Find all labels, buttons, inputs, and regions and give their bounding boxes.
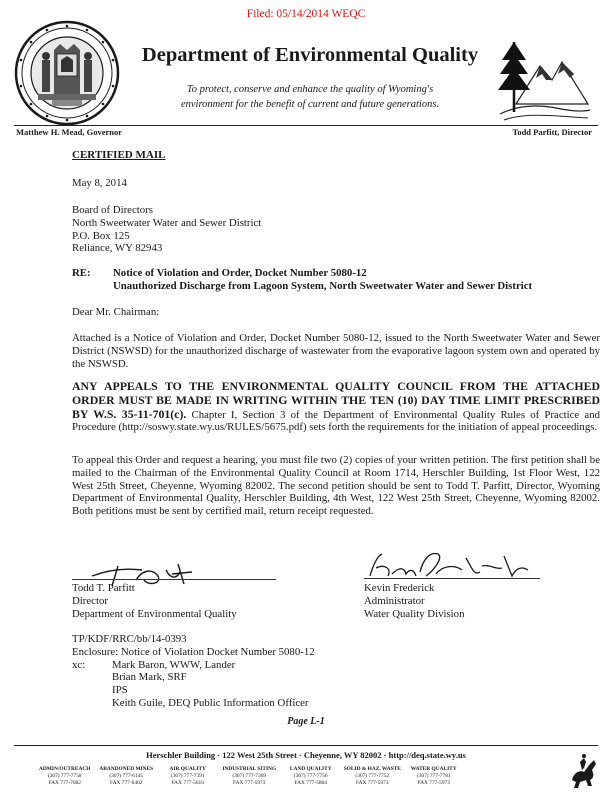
reference-block <box>72 633 315 710</box>
tagline-line-1: To protect, conserve and enhance the quality of Wyoming's <box>186 84 434 95</box>
page-number: Page L-1 <box>287 716 325 727</box>
footer-divider <box>14 745 598 746</box>
division-fax: FAX 777-5864 <box>294 779 327 786</box>
signature-line-right <box>364 578 540 579</box>
division-name: ABANDONED MINES <box>99 766 154 772</box>
division-contact <box>157 766 219 786</box>
address-line: Board of Directors <box>72 204 153 216</box>
paragraph-notice: Attached is a Notice of Violation and Order, Docket Number 5080-12, issued to the North Sweetwater Water and Sewer District (NSWSD) for the unauthorized discharge of wastewater from the evaporative lagoon system own and operated by the NSWSD. <box>72 332 600 370</box>
xc-label: xc: <box>72 658 86 671</box>
division-contact <box>96 766 158 786</box>
xc-recipient: IPS <box>112 684 128 697</box>
division-fax: FAX 777-5973 <box>233 779 266 786</box>
enclosure-line: Enclosure: Notice of Violation Docket Number 5080-12 <box>72 645 315 658</box>
signatory-frederick <box>364 582 464 620</box>
division-phone: (307) 777-6145 <box>109 772 144 779</box>
signatory-org: Water Quality Division <box>364 607 465 620</box>
re-label: RE: <box>72 267 91 279</box>
address-line: Reliance, WY 82943 <box>72 242 163 255</box>
division-contact <box>34 766 96 786</box>
division-name: AIR QUALITY <box>169 766 206 772</box>
division-phone: (307) 777-7369 <box>232 772 267 779</box>
paragraph-appeals <box>72 380 600 434</box>
division-fax: FAX 777-5616 <box>171 779 204 786</box>
initials-line: TP/KDF/RRC/bb/14-0393 <box>72 633 187 645</box>
xc-recipient: Keith Guile, DEQ Public Information Officer <box>112 696 309 709</box>
division-phone: (307) 777-7781 <box>416 772 451 779</box>
appeals-rules-text: Chapter I, Section 3 of the Department of Environmental Quality Rules of Practice and Procedure (http://soswy.state.wy.us/RULES/5675.pdf) sets forth the requirements for the initiation of appeal proceedings. <box>72 408 600 434</box>
certified-mail-heading: CERTIFIED MAIL <box>72 149 166 161</box>
division-contact <box>280 766 342 786</box>
tagline <box>140 82 480 112</box>
footer-address: Herschler Building · 122 West 25th Street · Cheyenne, WY 82002 · http://deq.state.wy.us <box>146 750 466 760</box>
re-subject <box>113 267 532 293</box>
division-contact <box>403 766 465 786</box>
signature-line-left <box>72 579 276 580</box>
division-name: LAND QUALITY <box>289 766 332 772</box>
mountain-landscape-icon <box>496 32 592 122</box>
bucking-horse-icon <box>566 750 602 790</box>
division-phone: (307) 777-7752 <box>355 772 390 779</box>
re-subject-line: Notice of Violation and Order, Docket Number 5080-12 <box>113 267 367 279</box>
signatory-name: Kevin Frederick <box>364 582 435 594</box>
signatory-org: Department of Environmental Quality <box>72 607 237 620</box>
address-line: P.O. Box 125 <box>72 229 130 242</box>
division-fax: FAX 777-7682 <box>48 779 81 786</box>
division-contact <box>219 766 281 786</box>
governor-name: Matthew H. Mead, Governor <box>16 127 122 137</box>
signatory-name: Todd T. Parfitt <box>72 582 135 594</box>
division-fax: FAX 777-6462 <box>110 779 143 786</box>
paragraph-petition: To appeal this Order and request a hearing, you must file two (2) copies of your written petition. The first petition shall be mailed to the Chairman of the Environmental Quality Council at Room 1714, Herschler Building, 1st Floor West, 122 West 25th Street, Cheyenne, Wyoming 82002. The second petition should be sent to Todd T. Parfitt, Director, Wyoming Department of Environmental Quality, Herschler Building, 4th West, 122 West 25th Street, Cheyenne, Wyoming 82002. Both petitions must be sent by certified mail, return receipt requested. <box>72 454 600 518</box>
division-fax: FAX 777-5973 <box>356 779 389 786</box>
tagline-line-2: environment for the benefit of current and future generations. <box>180 99 440 110</box>
division-contacts <box>34 766 465 786</box>
division-name: SOLID & HAZ. WASTE <box>343 766 401 772</box>
division-phone: (307) 777-7758 <box>47 772 82 779</box>
xc-recipient: Mark Baron, WWW, Lander <box>112 658 236 671</box>
recipient-address <box>72 204 261 255</box>
division-fax: FAX 777-5973 <box>417 779 450 786</box>
department-title: Department of Environmental Quality <box>141 44 479 66</box>
division-name: WATER QUALITY <box>410 766 457 772</box>
frederick-signature-icon <box>362 546 542 586</box>
division-phone: (307) 777-7391 <box>170 772 205 779</box>
letter-date: May 8, 2014 <box>72 177 127 189</box>
signatory-parfitt <box>72 582 237 620</box>
wyoming-seal-icon <box>14 20 120 126</box>
header-divider <box>14 125 598 126</box>
signatory-title: Director <box>72 594 108 607</box>
filed-stamp: Filed: 05/14/2014 WEQC <box>246 8 366 20</box>
director-name: Todd Parfitt, Director <box>512 127 592 137</box>
division-contact <box>342 766 404 786</box>
xc-recipient: Brian Mark, SRF <box>112 671 187 684</box>
signatory-title: Administrator <box>364 594 425 607</box>
division-phone: (307) 777-7756 <box>293 772 328 779</box>
re-subject-line: Unauthorized Discharge from Lagoon System, North Sweetwater Water and Sewer District <box>113 279 533 292</box>
division-name: INDUSTRIAL SITING <box>222 766 277 772</box>
address-line: North Sweetwater Water and Sewer District <box>72 216 262 229</box>
appeals-warning: ANY APPEALS TO THE ENVIRONMENTAL QUALITY COUNCIL FROM THE ATTACHED ORDER MUST BE MADE IN WRITING WITHIN THE TEN (10) DAY TIME LIMIT PRESCRIBED BY W.S. 35-11-701(c). <box>72 379 600 421</box>
xc-row <box>72 659 315 672</box>
salutation: Dear Mr. Chairman: <box>72 306 160 318</box>
division-name: ADMIN/OUTREACH <box>38 766 91 772</box>
